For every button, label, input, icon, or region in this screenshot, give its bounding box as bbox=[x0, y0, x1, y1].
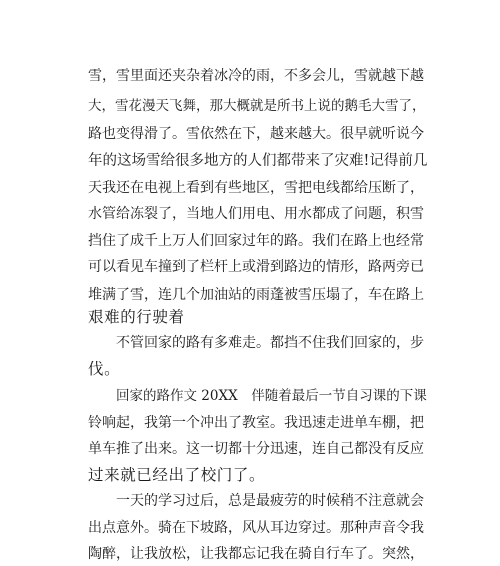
text-line: 雪，雪里面还夹杂着冰冷的雨，不多会儿，雪就越下越 bbox=[88, 68, 424, 84]
text-line: 伐。 bbox=[88, 360, 121, 378]
text-line: 路也变得滑了。雪依然在下，越来越大。很早就听说今 bbox=[88, 126, 424, 142]
text-line: 不管回家的路有多难走。都挡不住我们回家的，步 bbox=[116, 335, 424, 351]
text-line: 堆满了雪，连几个加油站的雨蓬被雪压塌了，车在路上 bbox=[88, 287, 424, 303]
text-line: 天我还在电视上看到有些地区，雪把电线都给压断了， bbox=[88, 180, 424, 196]
text-line: 可以看见车撞到了栏杆上或滑到路边的情形，路两旁已 bbox=[88, 259, 424, 275]
text-line: 年的这场雪给很多地方的人们都带来了灾难!记得前几 bbox=[88, 153, 428, 169]
text-line: 一天的学习过后，总是最疲劳的时候稍不注意就会 bbox=[116, 493, 424, 509]
text-line: 艰难的行驶着 bbox=[88, 308, 185, 326]
text-line: 水管给冻裂了，当地人们用电、用水都成了问题，积雪 bbox=[88, 206, 424, 222]
text-line: 过来就已经出了校门了。 bbox=[88, 466, 266, 484]
text-line: 单车推了出来。这一切都十分迅速，连自己都没有反应 bbox=[88, 441, 424, 457]
text-line: 陶醉，让我放松，让我都忘记我在骑自行车了。突然， bbox=[88, 546, 424, 562]
text-line: 铃响起，我第一个冲出了教室。我迅速走进单车棚，把 bbox=[88, 415, 424, 431]
text-line: 大，雪花漫天飞舞，那大概就是所书上说的鹅毛大雪了， bbox=[88, 98, 426, 114]
text-line: 挡住了成千上万人们回家过年的路。我们在路上也经常 bbox=[88, 233, 424, 249]
text-line: 出点意外。骑在下坡路，风从耳边穿过。那种声音令我 bbox=[88, 520, 424, 536]
text-line: 回家的路作文 20XX 伴随着最后一节自习课的下课 bbox=[116, 388, 427, 404]
